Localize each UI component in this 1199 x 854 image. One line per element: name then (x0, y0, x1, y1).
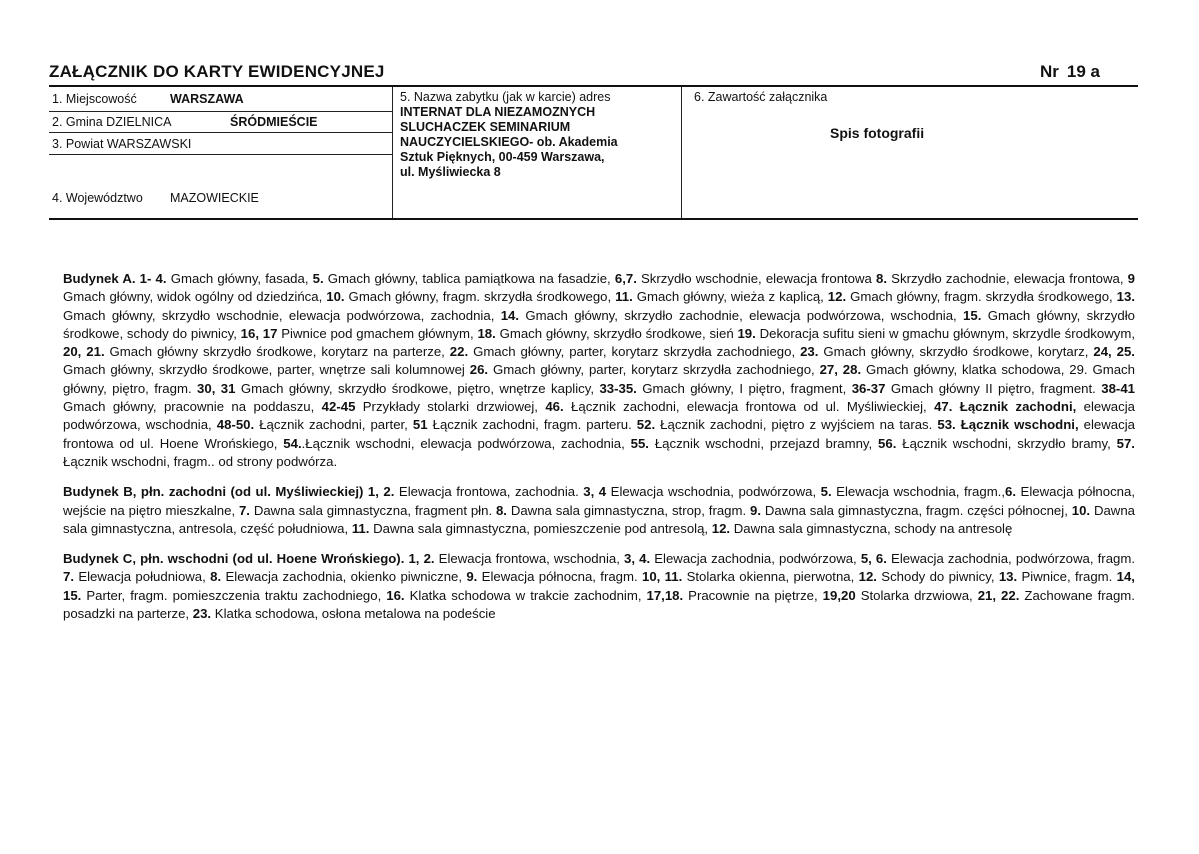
entry-number: 10, 11. (641, 569, 683, 585)
entry-number: 21, 22. (977, 587, 1020, 603)
entry-number: 14, 15. (63, 569, 1135, 603)
entry-number: 55. (630, 435, 649, 451)
entry-text: .Łącznik wschodni, elewacja podwórzowa, zachodnia, (301, 435, 631, 451)
entry-text: Gmach główny, parter, korytarz skrzydła zachodniego, (468, 344, 801, 360)
entry-text: Schody do piwnicy, (876, 569, 999, 585)
entry-number: 7. (63, 569, 74, 585)
entry-text: Łącznik wschodni, fragm.. od strony podwórza. (63, 453, 338, 469)
entry-number: 8. (210, 569, 222, 585)
entry-number: 42-45 (321, 399, 356, 415)
attachment-content-label: 6. Zawartość załącznika (694, 90, 828, 104)
entry-number: 48-50. (216, 417, 255, 433)
monument-name-label: 5. Nazwa zabytku (jak w karcie) adres (400, 90, 611, 104)
entry-text: Elewacja zachodnia, okienko piwniczne, (221, 569, 467, 585)
entry-text: Elewacja wschodnia, podwórzowa, (606, 484, 821, 500)
entry-number: 10. (1071, 502, 1091, 518)
field-commune-label: 2. Gmina DZIELNICA (52, 115, 172, 129)
entry-text: Gmach główny, widok ogólny od dziedzińca, (63, 289, 327, 305)
entry-number: 47. Łącznik zachodni, (934, 399, 1077, 415)
entry-text: Gmach główny, skrzydło zachodnie, elewacja podwórzowa, wschodnia, (519, 307, 964, 323)
entry-number: 52. (636, 417, 656, 433)
entry-number: 3, 4 (583, 484, 607, 500)
entry-text: Gmach główny, skrzydło wschodnie, elewacja podwórzowa, zachodnia, (63, 307, 501, 323)
entry-number: 11. (615, 289, 633, 305)
entry-text: Gmach główny, wieża z kaplicą, (632, 289, 828, 305)
entry-text: Pracownie na piętrze, (683, 587, 823, 603)
entry-number: 24, 25. (1093, 344, 1135, 360)
entry-text: Elewacja zachodnia, podwórzowa, (650, 551, 861, 567)
entry-text: Klatka schodowa w trakcie zachodnim, (404, 587, 647, 603)
entry-text: Gmach główny, skrzydło środkowe, schody do piwnicy, (63, 307, 1135, 341)
entry-text: Skrzydło wschodnie, elewacja frontowa (636, 271, 877, 286)
entry-number: 33-35. (599, 380, 637, 396)
entry-number: 16. (386, 587, 405, 603)
entry-number: 54. (283, 435, 302, 451)
entry-text: Gmach główny, tablica pamiątkowa na fasadzie, (323, 271, 615, 286)
field-voivodeship-label: 4. Województwo (52, 190, 143, 205)
entry-text: Łącznik zachodni, parter, (254, 417, 413, 433)
entry-text: Gmach główny, skrzydło środkowe, korytarz, (818, 344, 1094, 360)
entry-number: 18. (477, 325, 496, 341)
entry-text: Dawna sala gimnastyczna, strop, fragm. (506, 502, 751, 518)
entry-number: 9 (1127, 271, 1136, 286)
field-commune (49, 112, 392, 133)
entry-text: Łącznik zachodni, piętro z wyjściem na taras. (655, 417, 938, 433)
entry-number: 27, 28. (819, 362, 862, 378)
field-voivodeship (49, 155, 392, 218)
entry-number: 3, 4. (624, 551, 651, 567)
entry-text: Elewacja frontowa, wschodnia, (434, 551, 625, 567)
photo-list-building-c (63, 550, 1135, 623)
entry-text: Elewacja południowa, (74, 569, 211, 585)
entry-number: 17,18. (646, 587, 684, 603)
entry-text: Łącznik zachodni, fragm. parteru. (427, 417, 637, 433)
page-title: ZAŁĄCZNIK DO KARTY EWIDENCYJNEJ (49, 62, 385, 81)
field-county (49, 133, 392, 155)
entry-text: Stolarka drzwiowa, (855, 587, 978, 603)
entry-text: Elewacja frontowa, zachodnia. (394, 484, 584, 500)
entry-number: 23. (800, 344, 819, 360)
monument-name-field (392, 87, 682, 218)
entry-text: Łącznik wschodni, skrzydło bramy, (896, 435, 1117, 451)
entry-text: Skrzydło zachodnie, elewacja frontowa, (887, 271, 1128, 286)
entry-text: Gmach główny, I piętro, fragment, (636, 380, 852, 396)
entry-text: Dekoracja sufitu sieni w gmachu głównym, skrzydle środkowym, (755, 325, 1135, 341)
entry-number: 12. (858, 569, 877, 585)
entry-number: 26. (469, 362, 489, 378)
entry-text: Dawna sala gimnastyczna, pomieszczenie pod antresolą, (369, 520, 712, 536)
entry-number: 6. (1005, 484, 1017, 500)
entry-number: 15. (963, 307, 982, 323)
entry-number: 5. (312, 271, 324, 286)
entry-text: Piwnice pod gmachem głównym, (277, 325, 478, 341)
header-table (49, 85, 1138, 220)
entry-number: 53. Łącznik wschodni, (937, 417, 1079, 433)
entry-text: Stolarka okienna, pierwotna, (682, 569, 859, 585)
entry-text: Gmach główny, fragm. skrzydła środkowego, (344, 289, 616, 305)
entry-text: Dawna sala gimnastyczna, fragm. części północnej, (761, 502, 1072, 518)
entry-text: Piwnice, fragm. (1017, 569, 1117, 585)
entry-text: Elewacja zachodnia, podwórzowa, fragm. (886, 551, 1136, 567)
entry-number: 5. (820, 484, 832, 500)
entry-number: 11. (351, 520, 370, 536)
entry-number: 8. (876, 271, 888, 286)
attachment-content-value: Spis fotografii (830, 125, 925, 141)
entry-text: Gmach główny, klatka schodowa, 29. Gmach główny, piętro, fragm. (63, 362, 1135, 396)
entry-number: 20, 21. (63, 344, 105, 360)
entry-number: Budynek C, płn. wschodni (od ul. Hoene Wrońskiego). 1, 2. (63, 551, 435, 567)
entry-number: 30, 31 (197, 380, 236, 396)
entry-text: Gmach główny, pracownie na poddaszu, (63, 399, 322, 415)
entry-text: elewacja podwórzowa, wschodnia, (63, 399, 1135, 433)
entry-text: Gmach główny, skrzydło środkowe, piętro, wnętrze kaplicy, (235, 380, 600, 396)
entry-text: Klatka schodowa, osłona metalowa na podeście (211, 606, 496, 622)
entry-number: 10. (326, 289, 345, 305)
entry-number: 13. (1116, 289, 1135, 305)
entry-text: elewacja frontowa od ul. Hoene Wrońskiego, (63, 417, 1135, 451)
entry-number: 38-41 (1101, 380, 1135, 396)
entry-number: 14. (500, 307, 520, 323)
entry-number: 19,20 (822, 587, 856, 603)
card-number (1040, 62, 1100, 82)
entry-number: 5, 6. (860, 551, 887, 567)
field-commune-value: ŚRÓDMIEŚCIE (230, 115, 318, 129)
photo-list-building-b (63, 483, 1135, 538)
entry-text: Gmach główny, skrzydło środkowe, parter, wnętrze sali kolumnowej (63, 362, 470, 378)
entry-number: 9. (750, 502, 762, 518)
entry-text: Łącznik zachodni, elewacja frontowa od ul. Myśliwieckiej, (563, 399, 935, 415)
photo-list-building-a (63, 270, 1135, 471)
entry-text: Zachowane fragm. posadzki na parterze, (63, 587, 1135, 622)
entry-text: Przykłady stolarki drzwiowej, (355, 399, 546, 415)
entry-text: Elewacja północna, wejście na piętro mieszkalne, (63, 484, 1136, 518)
entry-number: 6,7. (614, 271, 637, 286)
photo-list (63, 270, 1135, 635)
entry-text: Łącznik wschodni, przejazd bramny, (648, 435, 879, 451)
field-locality-value: WARSZAWA (170, 92, 244, 106)
entry-number: 8. (495, 502, 507, 518)
entry-text: Parter, fragm. pomieszczenia traktu zachodniego, (81, 587, 387, 603)
entry-number: 56. (878, 435, 897, 451)
entry-text: Gmach główny skrzydło środkowe, korytarz na parterze, (104, 344, 450, 360)
entry-number: 51 (412, 417, 428, 433)
entry-number: Budynek A. 1- 4. (63, 271, 167, 286)
entry-text: Elewacja północna, fragm. (477, 569, 642, 585)
field-voivodeship-value: MAZOWIECKIE (170, 190, 259, 205)
entry-number: 12. (827, 289, 847, 305)
entry-number: 36-37 (851, 380, 886, 396)
entry-text: Dawna sala gimnastyczna, fragment płn. (249, 502, 496, 518)
field-locality (49, 87, 392, 112)
monument-name-value: INTERNAT DLA NIEZAMOZNYCH SLUCHACZEK SEMINARIUM NAUCZYCIELSKIEGO- ob. Akademia Sztuk Pięknych, 00-459 Warszawa, ul. Myśliwiecka 8 (400, 105, 618, 179)
entry-number: 22. (449, 344, 469, 360)
entry-number: 19. (737, 325, 756, 341)
card-number-label: Nr (1040, 62, 1059, 81)
entry-text: Dawna sala gimnastyczna, antresola, część południowa, (63, 502, 1135, 536)
entry-number: 16, 17 (240, 325, 278, 341)
attachment-content-field (682, 87, 1138, 218)
entry-number: 23. (192, 606, 212, 622)
entry-text: Dawna sala gimnastyczna, schody na antresolę (730, 520, 1013, 536)
entry-number: 13. (998, 569, 1018, 585)
entry-text: Gmach główny, fragm. skrzydła środkowego, (846, 289, 1117, 305)
entry-text: Gmach główny, fasada, (166, 271, 313, 286)
entry-text: Gmach główny, skrzydło środkowe, sień (495, 325, 738, 341)
entry-number: 57. (1116, 435, 1135, 451)
location-fields (49, 87, 392, 220)
entry-text: Gmach główny II piętro, fragment. (885, 380, 1102, 396)
entry-text: Gmach główny, parter, korytarz skrzydła zachodniego, (488, 362, 820, 378)
entry-text: Elewacja wschodnia, fragm., (831, 484, 1006, 500)
card-number-value: 19 a (1066, 62, 1100, 81)
entry-number: 9. (466, 569, 478, 585)
field-county-label: 3. Powiat WARSZAWSKI (52, 136, 192, 151)
entry-number: Budynek B, płn. zachodni (od ul. Myśliwieckiej) 1, 2. (63, 484, 395, 500)
field-locality-label: 1. Miejscowość (52, 92, 137, 106)
entry-number: 7. (238, 502, 250, 518)
entry-number: 46. (545, 399, 564, 415)
entry-number: 12. (711, 520, 731, 536)
